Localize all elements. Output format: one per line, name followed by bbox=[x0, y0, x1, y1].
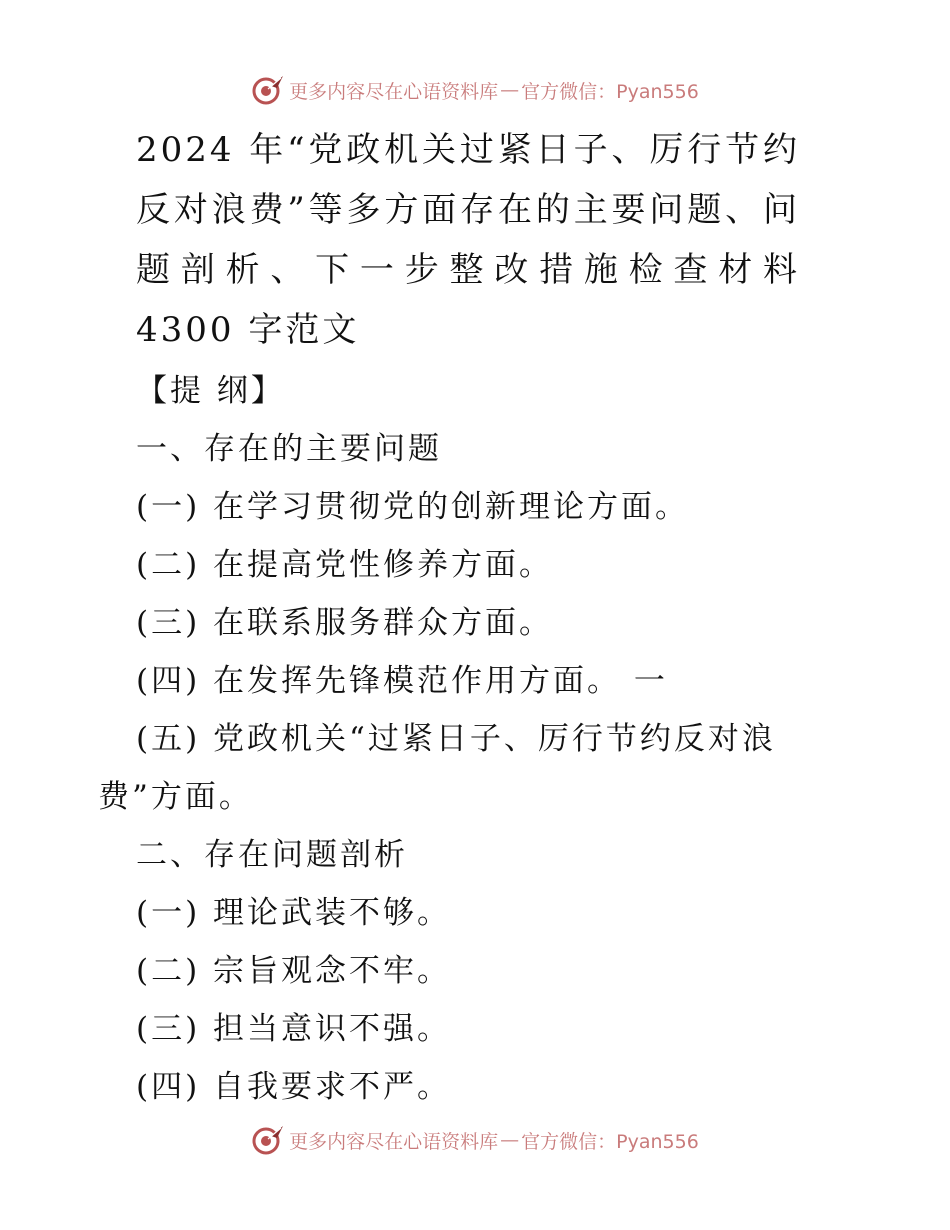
section-heading: 一、存在的主要问题 bbox=[136, 431, 442, 467]
outline-item: (四) 在发挥先锋模范作用方面。 一 bbox=[136, 663, 668, 699]
outline-item: (五) 党政机关“过紧日子、厉行节约反对浪 bbox=[136, 721, 776, 757]
outline-item-continuation: 费”方面。 bbox=[98, 779, 253, 815]
watermark-separator: — bbox=[500, 1129, 520, 1151]
outline-item: (一) 在学习贯彻党的创新理论方面。 bbox=[136, 489, 690, 525]
quill-logo-icon bbox=[251, 73, 285, 107]
outline-item: (三) 在联系服务群众方面。 bbox=[136, 605, 554, 641]
outline-item: (四) 自我要求不严。 bbox=[136, 1069, 452, 1105]
watermark-suffix: 官方微信：Pyan556 bbox=[521, 1130, 699, 1153]
header-watermark bbox=[0, 70, 950, 110]
document-body bbox=[0, 120, 950, 1116]
section-heading: 二、存在问题剖析 bbox=[136, 837, 408, 873]
watermark-text: 更多内容尽在心语资料库 bbox=[289, 1130, 499, 1153]
outline-heading: 【提 纲】 bbox=[136, 373, 285, 409]
footer-watermark bbox=[0, 1120, 950, 1160]
watermark-text: 更多内容尽在心语资料库 bbox=[289, 80, 499, 103]
watermark-separator: — bbox=[500, 79, 520, 101]
outline-item: (二) 在提高党性修养方面。 bbox=[136, 547, 554, 583]
watermark-suffix: 官方微信：Pyan556 bbox=[521, 80, 699, 103]
outline-item: (二) 宗旨观念不牢。 bbox=[136, 953, 452, 989]
document-title: 2024 年“党政机关过紧日子、厉行节约反对浪费”等多方面存在的主要问题、问题剖析、下一步整改措施检查材料 4300 字范文 bbox=[136, 130, 800, 350]
outline-item: (一) 理论武装不够。 bbox=[136, 895, 452, 931]
quill-logo-icon bbox=[251, 1123, 285, 1157]
outline-item: (三) 担当意识不强。 bbox=[136, 1011, 452, 1047]
